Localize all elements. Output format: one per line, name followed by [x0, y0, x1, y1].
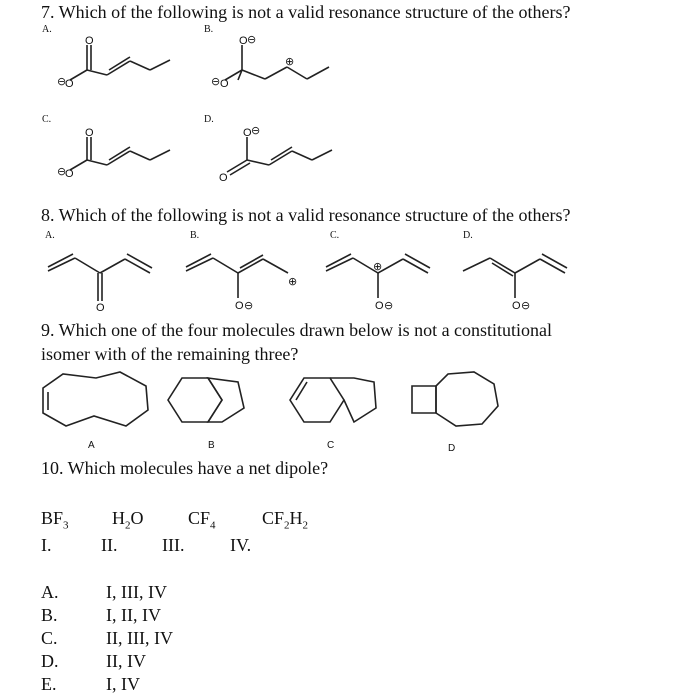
choice-d-text: II, IV — [106, 651, 146, 671]
choice-a-text: I, III, IV — [106, 582, 167, 602]
choice-c-letter: C. — [41, 628, 58, 648]
minus-charge: ⊖ — [244, 300, 254, 312]
oxygen-atom: O — [375, 300, 384, 312]
q7-structure-d — [207, 125, 357, 185]
q8-structure-b — [178, 243, 308, 318]
q7-label-c: C. — [42, 114, 52, 125]
oxygen-atom: O — [85, 127, 94, 139]
numeral-4: IV. — [230, 535, 252, 555]
minus-charge: ⊖ — [211, 76, 221, 88]
plus-charge: ⊕ — [288, 276, 298, 288]
oxygen-atom: O — [65, 168, 74, 180]
q7-structure-b — [207, 35, 357, 95]
question-7-text: 7. Which of the following is not a valid resonance structure of the others? — [41, 2, 571, 22]
minus-charge: ⊖ — [247, 34, 257, 46]
numeral-2: II. — [101, 535, 118, 555]
minus-charge: ⊖ — [57, 166, 67, 178]
question-9-text-line1: 9. Which one of the four molecules drawn below is not a constitutional — [41, 320, 553, 340]
q9-label-a: A — [88, 440, 95, 451]
molecule-bf3: $BF_3$ — [41, 508, 69, 532]
q7-label-a: A. — [42, 24, 52, 35]
choice-e-text: I, IV — [106, 674, 140, 694]
molecule-h2o: $H_2O$ — [112, 508, 144, 532]
q9-label-d: D — [448, 443, 456, 454]
q9-structure-a — [38, 368, 158, 438]
q7-structure-c — [45, 125, 195, 185]
q9-structure-c — [282, 368, 402, 438]
minus-charge: ⊖ — [521, 300, 531, 312]
choice-c-text: II, III, IV — [106, 628, 173, 648]
oxygen-atom: O — [220, 78, 229, 90]
q8-label-a: A. — [45, 230, 55, 241]
q9-label-c: C — [327, 440, 335, 451]
q7-label-d: D. — [204, 114, 214, 125]
q9-label-b: B — [208, 440, 215, 451]
q7-structure-a — [45, 35, 195, 95]
choice-d-letter: D. — [41, 651, 59, 671]
oxygen-atom: O — [239, 35, 248, 47]
minus-charge: ⊖ — [57, 76, 67, 88]
oxygen-atom: O — [243, 127, 252, 139]
choice-b-text: I, II, IV — [106, 605, 161, 625]
oxygen-atom: O — [512, 300, 521, 312]
choice-a-letter: A. — [41, 582, 59, 602]
molecule-cf2h2: $CF_2H_2$ — [262, 508, 309, 532]
q8-structure-c — [318, 243, 448, 318]
plus-charge: ⊕ — [285, 56, 295, 68]
q8-structure-d — [455, 243, 585, 318]
choice-b-letter: B. — [41, 605, 58, 625]
q9-structure-d — [404, 368, 514, 438]
molecule-cf4: $CF_4$ — [188, 508, 216, 532]
q8-label-d: D. — [463, 230, 473, 241]
numeral-1: I. — [41, 535, 52, 555]
oxygen-atom: O — [96, 302, 105, 314]
oxygen-atom: O — [235, 300, 244, 312]
question-9-text-line2: isomer with of the remaining three? — [41, 344, 299, 364]
choice-e-letter: E. — [41, 674, 57, 694]
q9-structure-b — [160, 368, 280, 438]
q7-label-b: B. — [204, 24, 214, 35]
plus-charge: ⊕ — [373, 261, 383, 273]
q8-label-c: C. — [330, 230, 340, 241]
question-8-text: 8. Which of the following is not a valid resonance structure of the others? — [41, 205, 571, 225]
minus-charge: ⊖ — [251, 125, 261, 137]
question-10-text: 10. Which molecules have a net dipole? — [41, 458, 329, 478]
oxygen-atom: O — [219, 172, 228, 184]
minus-charge: ⊖ — [384, 300, 394, 312]
q8-structure-a — [40, 243, 170, 318]
q8-label-b: B. — [190, 230, 200, 241]
numeral-3: III. — [162, 535, 185, 555]
oxygen-atom: O — [85, 35, 94, 47]
oxygen-atom: O — [65, 78, 74, 90]
